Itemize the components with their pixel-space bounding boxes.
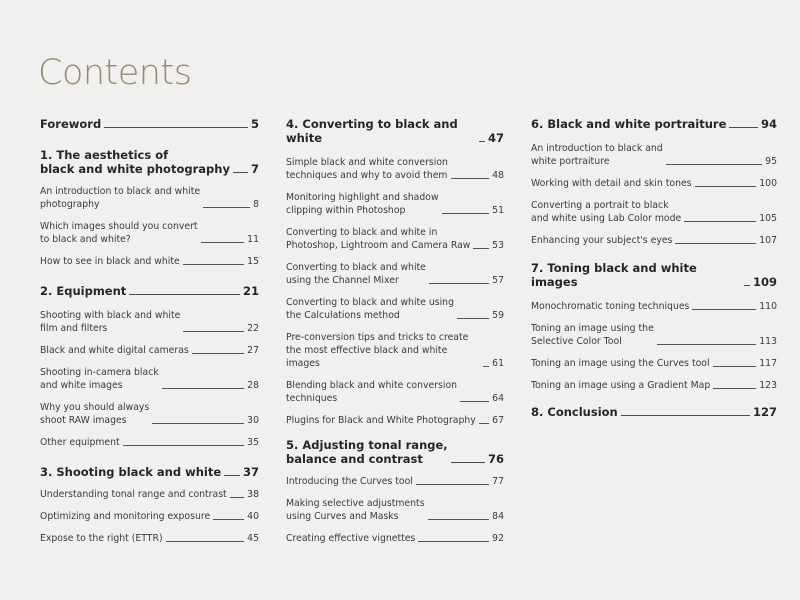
toc-entry[interactable] xyxy=(40,344,259,357)
toc-entry[interactable] xyxy=(286,379,504,405)
dot-leader xyxy=(479,423,489,424)
entry-page-number: 27 xyxy=(247,345,259,356)
dot-leader xyxy=(729,127,758,128)
chapter-title: 7. Toning black and white images xyxy=(531,261,697,289)
entry-title: Converting to black and white in Photoshop, Lightroom and Camera Raw xyxy=(286,227,471,251)
toc-entry[interactable] xyxy=(40,255,259,268)
entry-title: Working with detail and skin tones xyxy=(531,178,692,189)
toc-entry[interactable] xyxy=(286,296,504,322)
toc-entry[interactable] xyxy=(40,488,259,501)
toc-entry[interactable] xyxy=(40,436,259,449)
toc-entry[interactable] xyxy=(40,309,259,335)
toc-entry[interactable] xyxy=(286,261,504,287)
dot-leader xyxy=(224,475,240,476)
dot-leader xyxy=(692,309,756,310)
entry-title: Understanding tonal range and contrast xyxy=(40,489,227,500)
entry-title: An introduction to black and white portraiture xyxy=(531,143,663,167)
chapter-heading[interactable] xyxy=(40,465,259,479)
entry-page-number: 113 xyxy=(759,336,777,347)
entry-title: Toning an image using a Gradient Map xyxy=(531,380,711,391)
entry-title: Toning an image using the Selective Color Tool xyxy=(531,323,654,347)
entry-page-number: 64 xyxy=(492,393,504,404)
chapter-page-number: 127 xyxy=(752,405,777,419)
dot-leader xyxy=(183,264,244,265)
toc-entry[interactable] xyxy=(531,379,777,392)
chapter-heading[interactable] xyxy=(531,117,777,131)
entry-page-number: 61 xyxy=(492,358,504,369)
toc-entry[interactable] xyxy=(40,401,259,427)
chapter-heading[interactable] xyxy=(286,438,504,466)
entry-title: Optimizing and monitoring exposure xyxy=(40,511,211,522)
entry-page-number: 123 xyxy=(759,380,777,391)
entry-page-number: 92 xyxy=(492,533,504,544)
toc-entry[interactable] xyxy=(531,357,777,370)
chapter-page-number: 37 xyxy=(242,465,259,479)
entry-title: Why you should always shoot RAW images xyxy=(40,402,150,426)
toc-entry[interactable] xyxy=(40,366,259,392)
entry-page-number: 28 xyxy=(247,380,259,391)
toc-entry[interactable] xyxy=(286,331,504,370)
entry-page-number: 105 xyxy=(759,213,777,224)
chapter-title: Foreword xyxy=(40,117,102,131)
entry-title: Plugins for Black and White Photography xyxy=(286,415,476,426)
chapter-page-number: 109 xyxy=(752,275,777,289)
entry-title: Monochromatic toning techniques xyxy=(531,301,690,312)
entry-page-number: 11 xyxy=(247,234,259,245)
entry-page-number: 57 xyxy=(492,275,504,286)
entry-title: Pre-conversion tips and tricks to create the most effective black and white images xyxy=(286,332,469,369)
toc-entry[interactable] xyxy=(286,475,504,488)
entry-title: Converting a portrait to black and white using Lab Color mode xyxy=(531,200,682,224)
entry-title: Introducing the Curves tool xyxy=(286,476,413,487)
dot-leader xyxy=(233,172,248,173)
toc-section xyxy=(286,117,504,427)
dot-leader xyxy=(123,445,244,446)
entry-title: Shooting with black and white film and filters xyxy=(40,310,181,334)
dot-leader xyxy=(192,353,244,354)
toc-entry[interactable] xyxy=(531,177,777,190)
entry-page-number: 51 xyxy=(492,205,504,216)
dot-leader xyxy=(675,243,756,244)
chapter-heading[interactable] xyxy=(40,117,259,131)
dot-leader xyxy=(162,388,244,389)
chapter-title: 2. Equipment xyxy=(40,284,127,298)
chapter-title: 3. Shooting black and white xyxy=(40,465,222,479)
entry-page-number: 22 xyxy=(247,323,259,334)
toc-entry[interactable] xyxy=(40,510,259,523)
entry-title: Creating effective vignettes xyxy=(286,533,416,544)
entry-page-number: 84 xyxy=(492,511,504,522)
entry-title: Blending black and white conversion techniques xyxy=(286,380,458,404)
entry-page-number: 117 xyxy=(759,358,777,369)
toc-section xyxy=(286,438,504,545)
toc-entry[interactable] xyxy=(531,300,777,313)
chapter-title: 8. Conclusion xyxy=(531,405,618,419)
entry-page-number: 48 xyxy=(492,170,504,181)
entry-title: Enhancing your subject's eyes xyxy=(531,235,673,246)
toc-entry[interactable] xyxy=(286,191,504,217)
chapter-title: 4. Converting to black and white xyxy=(286,117,458,145)
dot-leader xyxy=(713,366,757,367)
chapter-page-number: 76 xyxy=(487,452,504,466)
entry-page-number: 30 xyxy=(247,415,259,426)
entry-page-number: 67 xyxy=(492,415,504,426)
chapter-page-number: 7 xyxy=(250,162,259,176)
entry-title: Converting to black and white using the Channel Mixer xyxy=(286,262,426,286)
entry-page-number: 77 xyxy=(492,476,504,487)
entry-page-number: 15 xyxy=(247,256,259,267)
dot-leader xyxy=(457,318,489,319)
chapter-heading[interactable] xyxy=(531,405,777,419)
entry-page-number: 110 xyxy=(759,301,777,312)
entry-title: Expose to the right (ETTR) xyxy=(40,533,163,544)
toc-entry[interactable] xyxy=(40,220,259,246)
toc-section xyxy=(40,148,259,268)
toc-column-2 xyxy=(286,117,504,545)
toc-entry[interactable] xyxy=(286,226,504,252)
entry-page-number: 38 xyxy=(247,489,259,500)
entry-page-number: 100 xyxy=(759,178,777,189)
toc-section xyxy=(40,465,259,545)
dot-leader xyxy=(183,331,244,332)
dot-leader xyxy=(152,423,244,424)
dot-leader xyxy=(213,519,244,520)
toc-entry[interactable] xyxy=(286,532,504,545)
toc-entry[interactable] xyxy=(40,185,259,211)
dot-leader xyxy=(129,294,240,295)
entry-title: Toning an image using the Curves tool xyxy=(531,358,710,369)
dot-leader xyxy=(230,497,244,498)
entry-page-number: 107 xyxy=(759,235,777,246)
entry-title: Making selective adjustments using Curves and Masks xyxy=(286,498,425,522)
entry-title: Black and white digital cameras xyxy=(40,345,189,356)
dot-leader xyxy=(684,221,756,222)
toc-entry[interactable] xyxy=(531,199,777,225)
entry-title: Converting to black and white using the Calculations method xyxy=(286,297,454,321)
toc-entry[interactable] xyxy=(286,414,504,427)
dot-leader xyxy=(744,285,750,286)
dot-leader xyxy=(166,541,245,542)
entry-title: How to see in black and white xyxy=(40,256,180,267)
entry-page-number: 35 xyxy=(247,437,259,448)
dot-leader xyxy=(460,401,489,402)
dot-leader xyxy=(201,242,245,243)
entry-title: Monitoring highlight and shadow clipping within Photoshop xyxy=(286,192,439,216)
dot-leader xyxy=(451,178,489,179)
entry-title: An introduction to black and white photography xyxy=(40,186,201,210)
chapter-heading[interactable] xyxy=(286,117,504,145)
page-title: Contents xyxy=(38,53,192,93)
toc-section xyxy=(40,117,259,131)
dot-leader xyxy=(442,213,490,214)
toc-column-1 xyxy=(40,117,259,545)
toc-section xyxy=(531,261,777,392)
toc-section xyxy=(531,405,777,419)
chapter-page-number: 5 xyxy=(250,117,259,131)
dot-leader xyxy=(657,344,756,345)
chapter-heading[interactable] xyxy=(531,261,777,289)
toc-column-3 xyxy=(531,117,777,419)
entry-page-number: 8 xyxy=(253,199,259,210)
chapter-title: 6. Black and white portraiture xyxy=(531,117,727,131)
chapter-title: 1. The aesthetics of black and white photography xyxy=(40,148,230,176)
entry-page-number: 59 xyxy=(492,310,504,321)
toc-entry[interactable] xyxy=(531,322,777,348)
dot-leader xyxy=(428,519,490,520)
dot-leader xyxy=(483,366,489,367)
entry-page-number: 45 xyxy=(247,533,259,544)
toc-entry[interactable] xyxy=(40,532,259,545)
entry-title: Simple black and white conversion techniques and why to avoid them xyxy=(286,157,448,181)
toc-entry[interactable] xyxy=(286,497,504,523)
chapter-page-number: 21 xyxy=(242,284,259,298)
entry-title: Other equipment xyxy=(40,437,120,448)
dot-leader xyxy=(713,388,756,389)
dot-leader xyxy=(695,186,757,187)
dot-leader xyxy=(416,484,489,485)
toc-entry[interactable] xyxy=(286,156,504,182)
entry-page-number: 53 xyxy=(492,240,504,251)
chapter-title: 5. Adjusting tonal range, balance and contrast xyxy=(286,438,448,466)
dot-leader xyxy=(621,415,750,416)
entry-title: Shooting in-camera black and white images xyxy=(40,367,159,391)
dot-leader xyxy=(429,283,489,284)
dot-leader xyxy=(418,541,489,542)
dot-leader xyxy=(203,207,250,208)
dot-leader xyxy=(473,248,489,249)
chapter-page-number: 47 xyxy=(487,131,504,145)
toc-entry[interactable] xyxy=(531,234,777,247)
chapter-page-number: 94 xyxy=(760,117,777,131)
entry-page-number: 95 xyxy=(765,156,777,167)
entry-title: Which images should you convert to black and white? xyxy=(40,221,198,245)
chapter-heading[interactable] xyxy=(40,284,259,298)
dot-leader xyxy=(479,141,485,142)
dot-leader xyxy=(104,127,248,128)
chapter-heading[interactable] xyxy=(40,148,259,176)
dot-leader xyxy=(666,164,762,165)
toc-entry[interactable] xyxy=(531,142,777,168)
dot-leader xyxy=(451,462,485,463)
entry-page-number: 40 xyxy=(247,511,259,522)
toc-section xyxy=(531,117,777,247)
toc-section xyxy=(40,284,259,449)
